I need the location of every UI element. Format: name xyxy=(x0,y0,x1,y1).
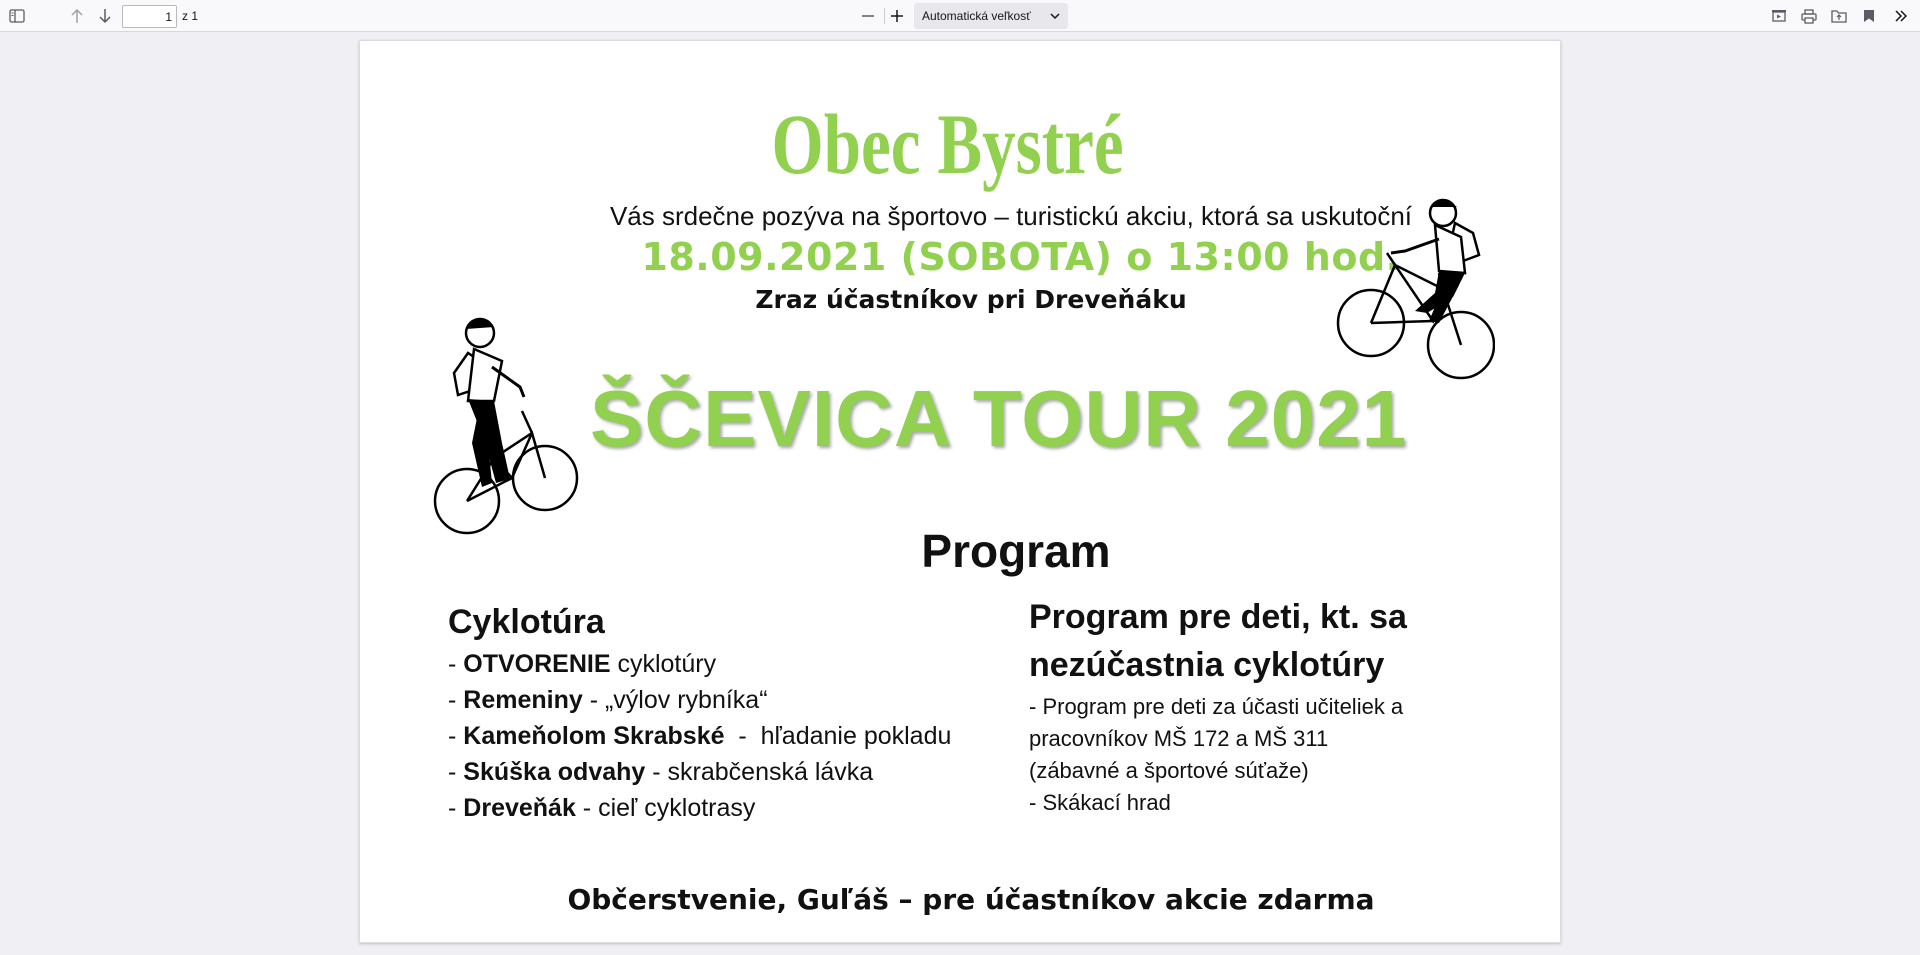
presentation-icon[interactable] xyxy=(1766,4,1792,28)
kids-program-heading: Program pre deti, kt. sa nezúčastnia cyklotúry xyxy=(1029,598,1407,684)
double-chevron-right-icon[interactable] xyxy=(1888,4,1914,28)
meeting-point: Zraz účastníkov pri Dreveňáku xyxy=(755,285,1187,314)
refreshments-note: Občerstvenie, Guľáš – pre účastníkov akcie zdarma xyxy=(567,883,1375,916)
kids-program-section xyxy=(1029,593,1479,819)
chevron-down-icon xyxy=(1050,12,1060,20)
cycle-tour-section xyxy=(448,603,988,826)
plus-icon[interactable] xyxy=(885,4,909,28)
kids-program-line: pracovníkov MŠ 172 a MŠ 311 xyxy=(1029,726,1329,751)
print-icon[interactable] xyxy=(1796,4,1822,28)
sidebar-toggle-icon[interactable] xyxy=(4,4,30,28)
cycle-tour-heading: Cyklotúra xyxy=(448,603,605,641)
pdf-toolbar xyxy=(0,0,1920,32)
open-folder-icon[interactable] xyxy=(1826,4,1852,28)
program-heading: Program xyxy=(921,525,1111,577)
event-date: 18.09.2021 (SOBOTA) o 13:00 hod. xyxy=(641,235,1401,279)
kids-program-line: - Program pre deti za účasti učiteliek a xyxy=(1029,694,1404,719)
pdf-page xyxy=(359,40,1561,943)
cycle-item: - OTVORENIE cyklotúry xyxy=(448,650,717,678)
cycle-item: - Kameňolom Skrabské - hľadanie pokladu xyxy=(448,722,952,750)
cycle-item: - Dreveňák - cieľ cyklotrasy xyxy=(448,794,756,822)
flyer-title: Obec Bystré xyxy=(771,96,1124,192)
page-number-input[interactable] xyxy=(122,5,177,28)
cycle-item: - Remeniny - „výlov rybníka“ xyxy=(448,686,768,714)
invite-text: Vás srdečne pozýva na športovo – turistickú akciu, ktorá sa uskutoční xyxy=(609,201,1413,231)
bookmark-icon[interactable] xyxy=(1856,4,1882,28)
minus-icon[interactable] xyxy=(856,4,880,28)
page-count-label: z 1 xyxy=(182,9,199,23)
zoom-select[interactable] xyxy=(914,3,1068,29)
cyclist-illustration-left xyxy=(432,303,582,553)
kids-program-line: - Skákací hrad xyxy=(1029,790,1171,815)
tour-name: ŠČEVICA TOUR 2021 xyxy=(590,374,1408,463)
kids-program-line: (zábavné a športové súťaže) xyxy=(1029,758,1309,783)
cycle-item: - Skúška odvahy - skrabčenská lávka xyxy=(448,758,874,786)
arrow-up-icon[interactable] xyxy=(64,4,90,28)
arrow-down-icon[interactable] xyxy=(92,4,118,28)
cyclist-illustration-right xyxy=(1335,193,1495,393)
zoom-select-value: Automatická veľkosť xyxy=(922,9,1031,23)
